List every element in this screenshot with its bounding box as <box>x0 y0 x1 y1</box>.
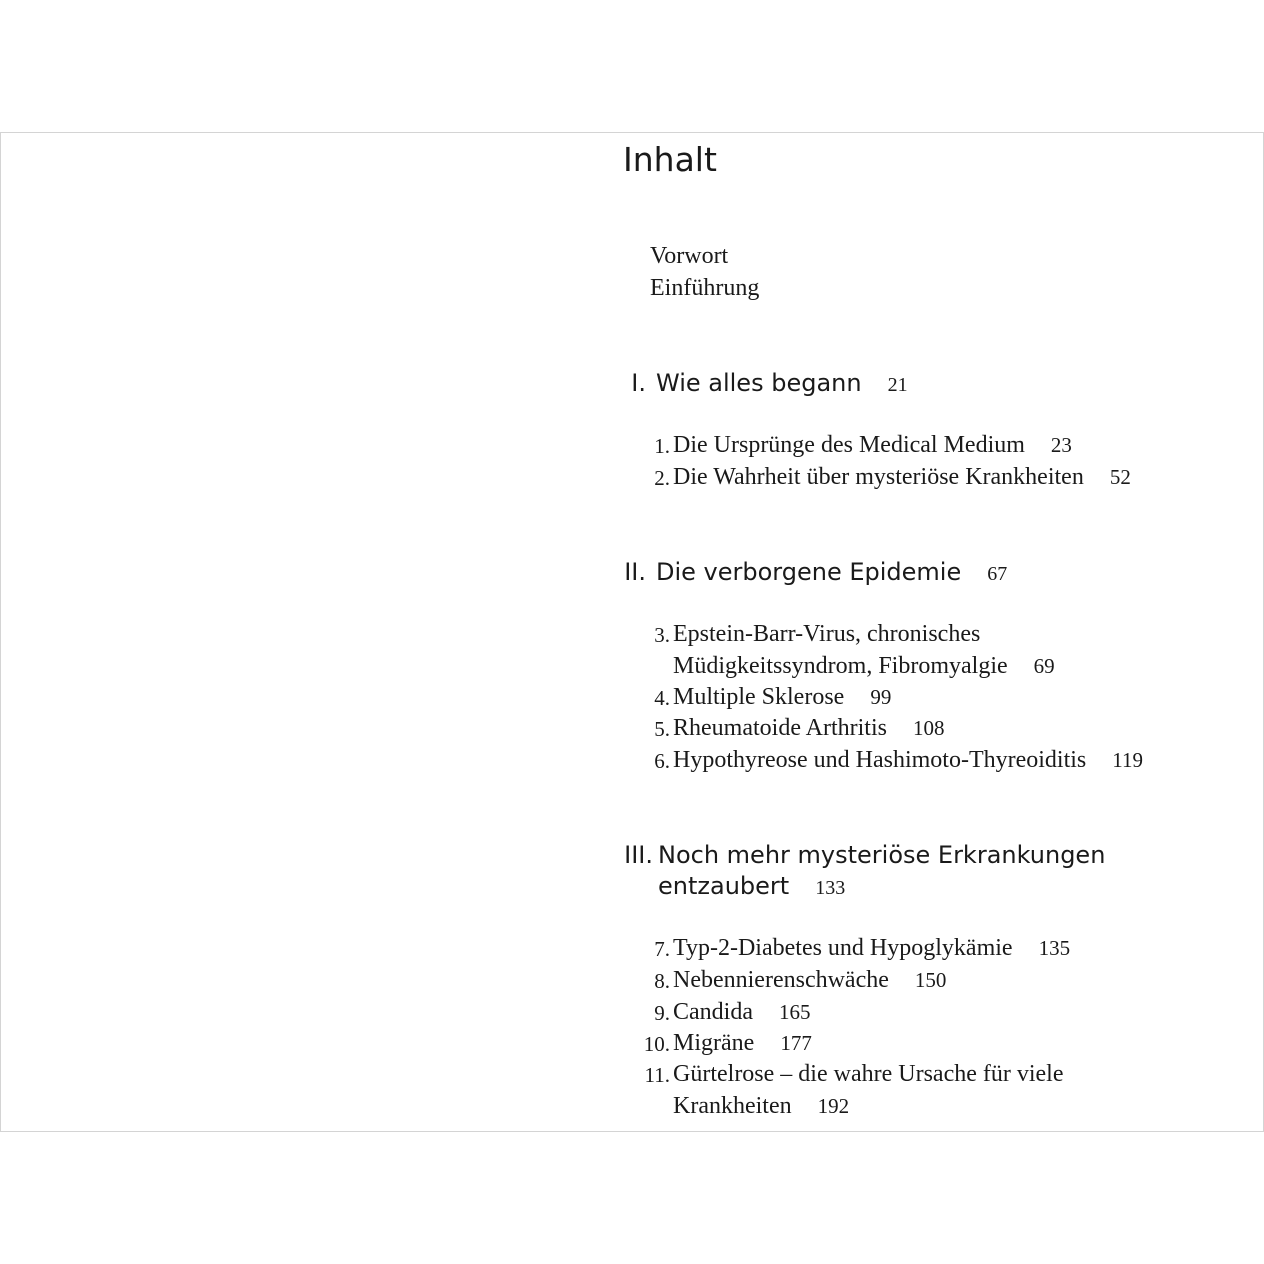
chapter-title: Candida 165 <box>673 999 811 1025</box>
part-title: Noch mehr mysteriöse Erkrankungen <box>658 841 1106 869</box>
chapter-page: 192 <box>817 1094 850 1118</box>
chapter-number: 9. <box>654 1001 670 1025</box>
chapter-number: 10. <box>643 1032 670 1056</box>
chapter-title: Hypothyreose und Hashimoto-Thyreoiditis 119 <box>673 747 1144 773</box>
toc-entry-vorwort: Vorwort <box>650 243 729 269</box>
chapter-page: 108 <box>912 716 945 740</box>
chapter-number: 1. <box>654 434 670 458</box>
chapter-number: 6. <box>654 749 670 773</box>
chapter-page: 150 <box>914 968 947 992</box>
chapter-title: Multiple Sklerose 99 <box>673 684 892 710</box>
chapter-number: 3. <box>654 623 670 647</box>
chapter-title-continued: Krankheiten 192 <box>673 1093 850 1119</box>
chapter-title: Typ-2-Diabetes und Hypoglykämie 135 <box>673 935 1071 961</box>
part-number: I. <box>631 369 646 397</box>
part-title: Wie alles begann 21 <box>656 369 908 397</box>
chapter-title: Die Ursprünge des Medical Medium 23 <box>673 432 1072 458</box>
chapter-page: 23 <box>1050 433 1072 457</box>
part-title-continued: entzaubert 133 <box>658 872 846 900</box>
chapter-number: 8. <box>654 969 670 993</box>
part-number: II. <box>624 558 646 586</box>
chapter-page: 69 <box>1033 654 1055 678</box>
chapter-title: Gürtelrose – die wahre Ursache für viele <box>673 1061 1064 1087</box>
chapter-title: Die Wahrheit über mysteriöse Krankheiten 52 <box>673 464 1131 490</box>
page-title: Inhalt <box>623 140 717 179</box>
part-number: III. <box>624 841 653 869</box>
chapter-title: Rheumatoide Arthritis 108 <box>673 715 945 741</box>
chapter-page: 177 <box>780 1031 812 1055</box>
chapter-number: 11. <box>644 1063 670 1087</box>
part-title: Die verborgene Epidemie 67 <box>656 558 1008 586</box>
toc-entry-einfuehrung: Einführung <box>650 275 760 301</box>
chapter-page: 165 <box>778 1000 811 1024</box>
chapter-page: 135 <box>1038 936 1071 960</box>
chapter-number: 2. <box>654 466 670 490</box>
chapter-page: 99 <box>870 685 892 709</box>
chapter-page: 119 <box>1112 748 1144 772</box>
part-page: 21 <box>887 374 908 396</box>
chapter-title: Migräne 177 <box>673 1030 812 1056</box>
chapter-number: 7. <box>654 937 670 961</box>
chapter-number: 5. <box>654 717 670 741</box>
chapter-number: 4. <box>654 686 670 710</box>
chapter-title: Nebennierenschwäche 150 <box>673 967 947 993</box>
chapter-title: Epstein-Barr-Virus, chronisches <box>673 621 981 647</box>
chapter-title-continued: Müdigkeitssyndrom, Fibromyalgie 69 <box>673 653 1055 679</box>
part-page: 67 <box>987 563 1008 585</box>
part-page: 133 <box>815 877 846 899</box>
chapter-page: 52 <box>1109 465 1131 489</box>
